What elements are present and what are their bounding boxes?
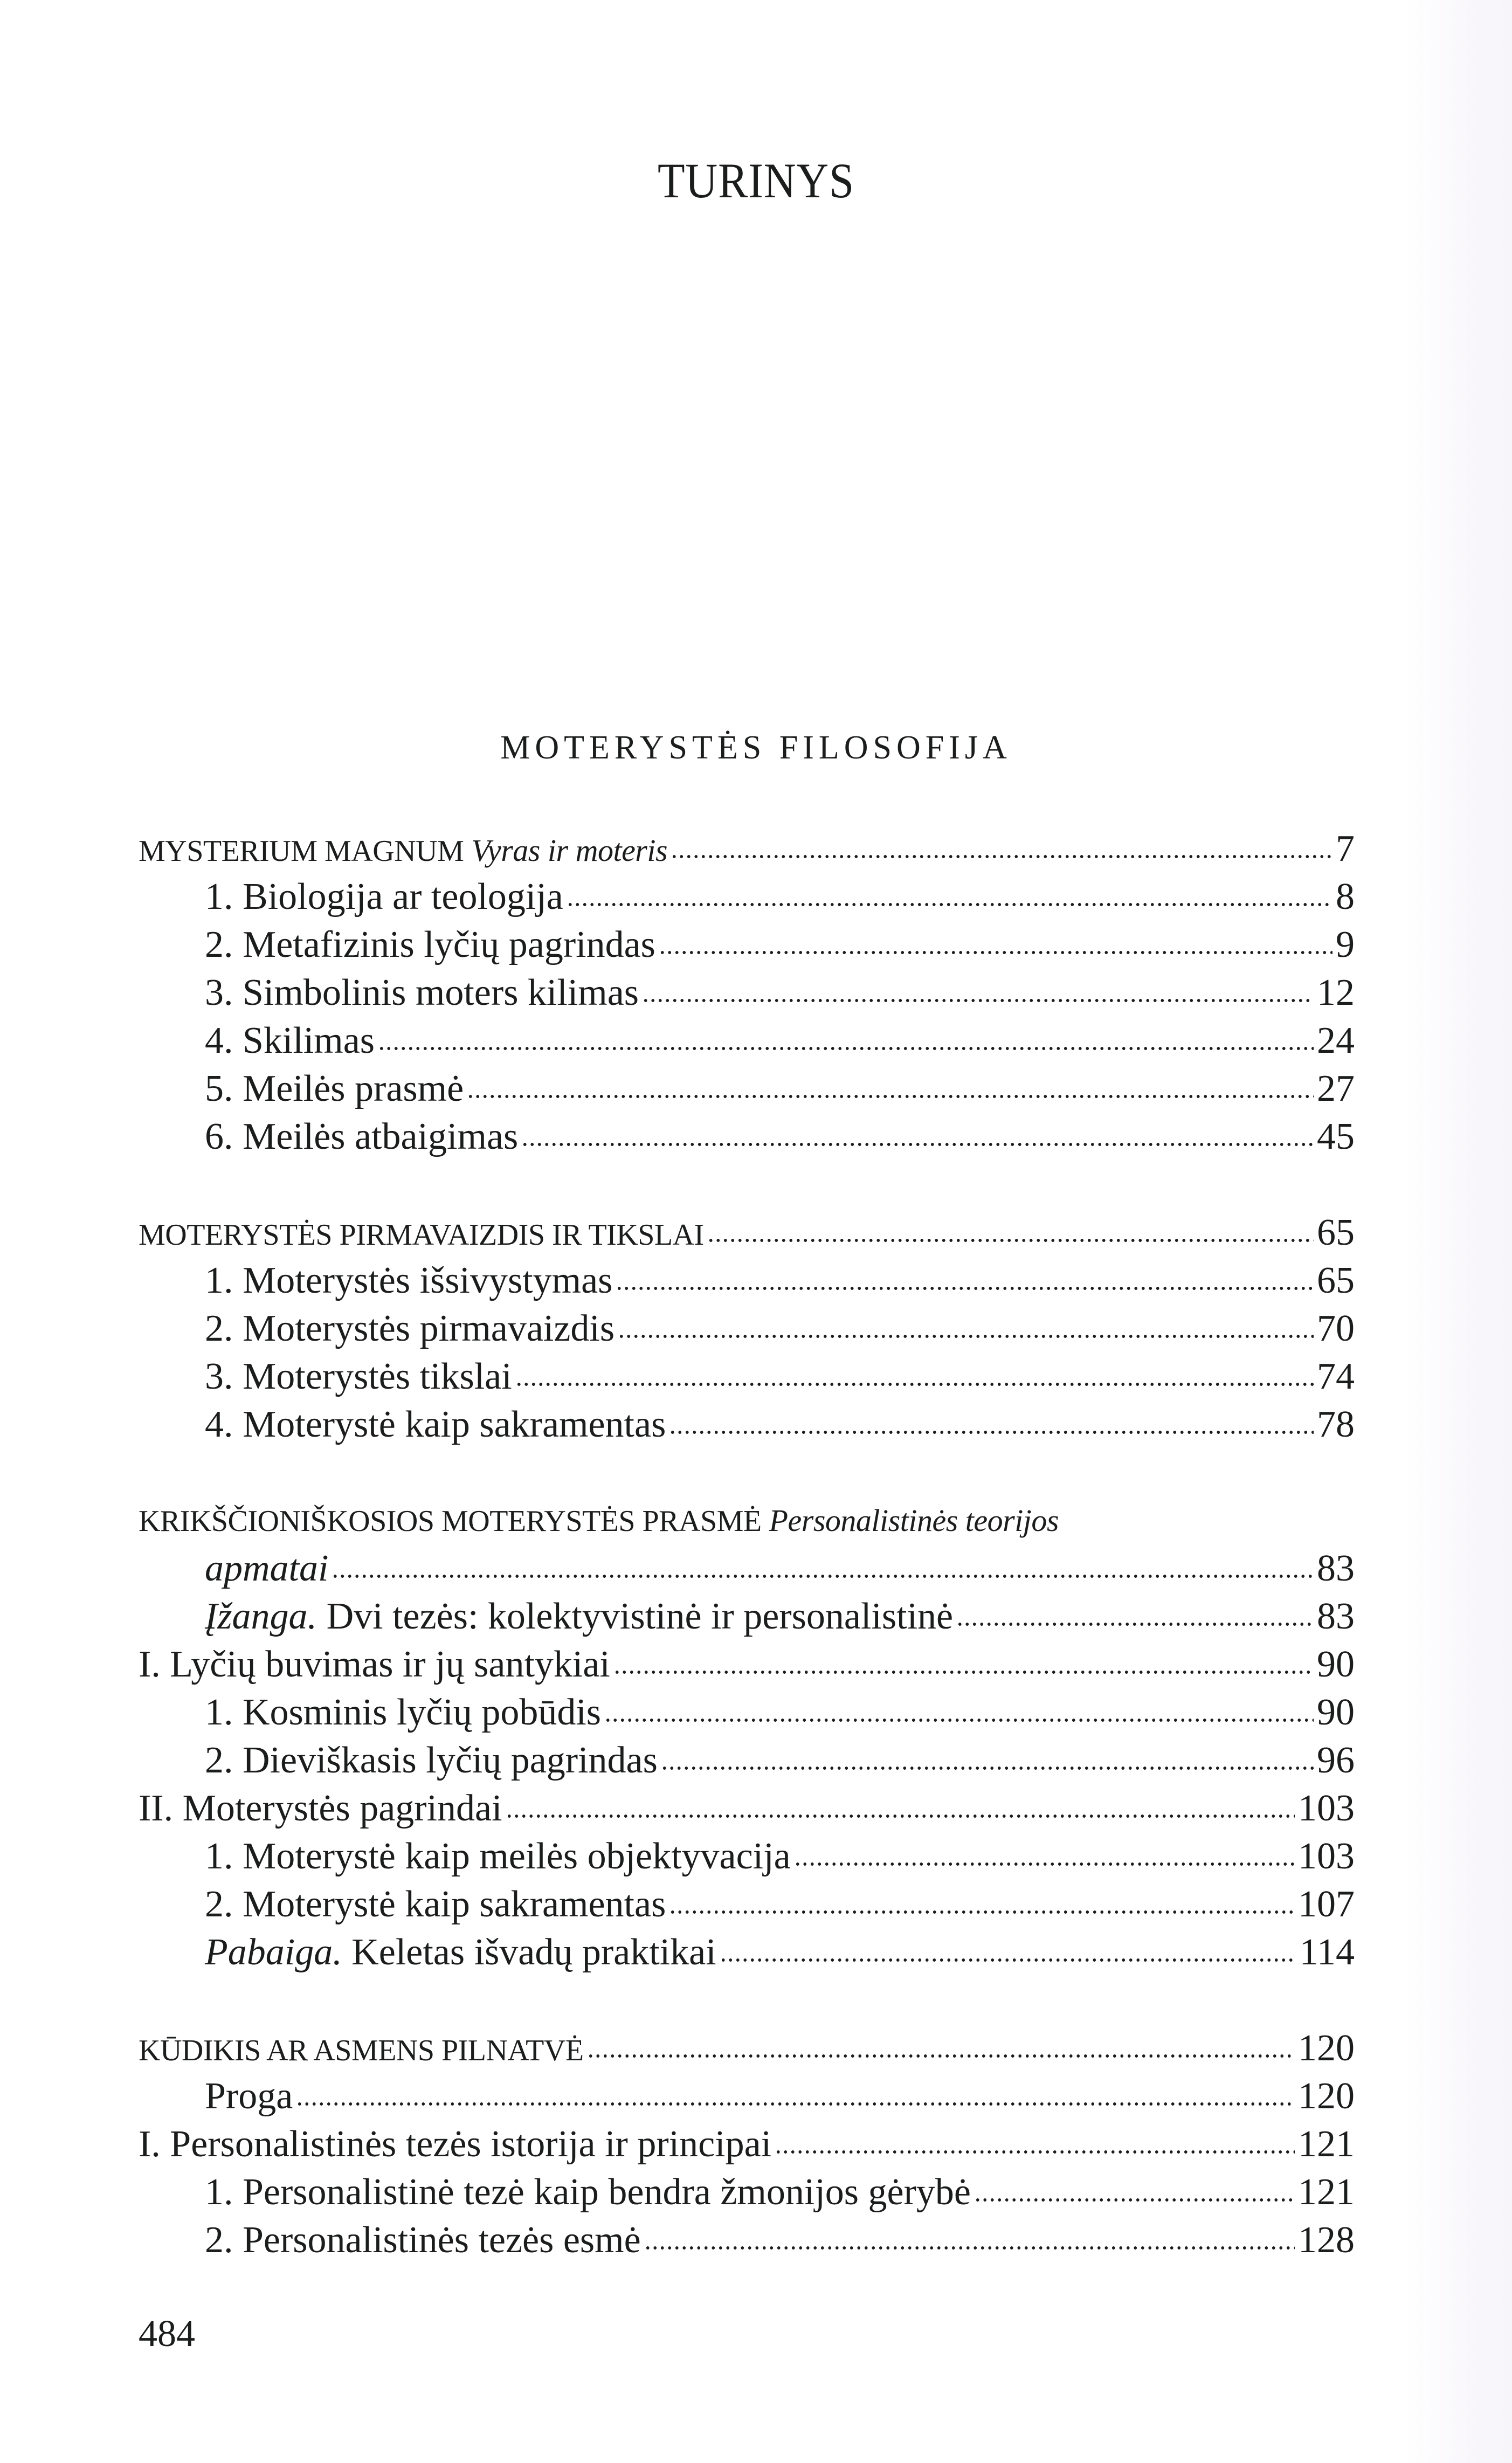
dot-leader	[567, 899, 1333, 910]
toc-page-number: 103	[1298, 1836, 1355, 1877]
dot-leader	[332, 1571, 1314, 1582]
toc-chapter-entry[interactable]	[139, 825, 1355, 873]
toc-page-number: 74	[1317, 1356, 1355, 1397]
toc-page-number: 103	[1298, 1788, 1355, 1829]
toc-entry-label	[139, 1784, 502, 1832]
toc-entry[interactable]	[139, 1544, 1355, 1592]
toc-entry[interactable]	[139, 1113, 1355, 1161]
dot-leader	[521, 1139, 1314, 1150]
dot-leader	[775, 2147, 1295, 2157]
toc-spacer	[139, 1448, 1355, 1496]
dot-leader	[661, 1763, 1314, 1774]
toc-entry-label	[205, 969, 639, 1017]
toc-entry-label	[205, 2216, 641, 2264]
toc-entry[interactable]	[139, 2168, 1355, 2216]
toc-entry-label	[139, 2027, 584, 2075]
toc-entry[interactable]	[139, 1017, 1355, 1065]
section-heading: MOTERYSTĖS FILOSOFIJA	[500, 729, 1012, 766]
toc-page-number: 27	[1317, 1068, 1355, 1109]
toc-page-number: 24	[1317, 1020, 1355, 1061]
toc-entry-label-text: 5. Meilės prasmė	[205, 1068, 464, 1109]
dot-leader	[794, 1859, 1295, 1869]
toc-entry-label	[205, 1592, 953, 1640]
dot-leader	[515, 1379, 1314, 1390]
toc-entry[interactable]	[139, 1832, 1355, 1880]
toc-entry-label	[205, 1688, 601, 1736]
toc-entry-label	[205, 921, 655, 969]
dot-leader	[616, 1283, 1314, 1294]
toc-entry[interactable]	[139, 2216, 1355, 2264]
toc-page-number: 9	[1336, 924, 1355, 965]
toc-entry-label-text: MOTERYSTĖS PIRMAVAIZDIS IR TIKSLAI	[139, 1218, 704, 1252]
dot-leader	[659, 947, 1333, 958]
toc-entry[interactable]	[139, 1880, 1355, 1928]
toc-chapter-entry[interactable]	[139, 2024, 1355, 2072]
dot-leader	[467, 1091, 1314, 1102]
page-title: TURINYS	[657, 153, 855, 208]
toc-entry-label-italic: Pabaiga.	[205, 1931, 342, 1973]
table-of-contents	[139, 825, 1355, 2264]
toc-page-number: 90	[1317, 1644, 1355, 1685]
toc-entry[interactable]	[139, 921, 1355, 969]
dot-leader	[587, 2051, 1295, 2061]
toc-entry-label	[205, 1017, 375, 1065]
toc-entry[interactable]	[139, 1353, 1355, 1400]
toc-page-number: 114	[1299, 1931, 1355, 1973]
toc-page-number: 121	[1298, 2171, 1355, 2213]
toc-entry-label-text: 1. Moterystė kaip meilės objektyvacija	[205, 1836, 791, 1877]
toc-entry-subtitle-italic: Personalistinės teorijos	[761, 1503, 1059, 1538]
toc-entry[interactable]	[139, 873, 1355, 921]
toc-page-number: 70	[1317, 1308, 1355, 1349]
toc-entry-label	[205, 1928, 716, 1976]
dot-leader	[613, 1667, 1314, 1678]
toc-entry-label-text: KŪDIKIS AR ASMENS PILNATVĖ	[139, 2034, 584, 2067]
toc-entry-label-italic: Įžanga.	[205, 1596, 317, 1637]
toc-entry-label-text: Keletas išvadų praktikai	[342, 1931, 716, 1973]
toc-page-number: 12	[1317, 972, 1355, 1013]
toc-entry[interactable]	[139, 2120, 1355, 2168]
toc-entry-label	[205, 1257, 612, 1305]
toc-entry-label-text: 2. Dieviškasis lyčių pagrindas	[205, 1740, 658, 1781]
toc-page-number: 83	[1317, 1548, 1355, 1589]
toc-entry-label-text: 1. Kosminis lyčių pobūdis	[205, 1692, 602, 1733]
toc-entry-label-text: II. Moterystės pagrindai	[139, 1788, 502, 1829]
toc-entry-label-italic: apmatai	[205, 1548, 329, 1589]
toc-entry-label-text: 2. Moterystės pirmavaizdis	[205, 1308, 615, 1349]
toc-page-number: 65	[1317, 1260, 1355, 1301]
dot-leader	[296, 2099, 1295, 2109]
toc-page-number: 7	[1336, 828, 1355, 870]
toc-entry-label-text: 2. Moterystė kaip sakramentas	[205, 1884, 666, 1925]
toc-entry-label-text: Proga	[205, 2075, 293, 2117]
dot-leader	[671, 851, 1333, 862]
toc-entry[interactable]	[139, 2072, 1355, 2120]
toc-entry[interactable]	[139, 1928, 1355, 1976]
toc-chapter-entry[interactable]	[139, 1209, 1355, 1257]
toc-page-number: 65	[1317, 1212, 1355, 1253]
toc-entry-label-text: 6. Meilės atbaigimas	[205, 1116, 519, 1157]
toc-entry-label	[205, 1400, 666, 1448]
toc-entry-label-text: 3. Simbolinis moters kilimas	[205, 972, 639, 1013]
toc-entry-label	[205, 1113, 518, 1161]
toc-entry-label	[205, 1305, 615, 1353]
toc-entry-label	[205, 1065, 464, 1113]
toc-entry-label-text: Dvi tezės: kolektyvistinė ir personalistinė	[317, 1596, 954, 1637]
toc-entry[interactable]	[139, 1400, 1355, 1448]
toc-entry-label	[139, 826, 667, 875]
toc-page-number: 128	[1298, 2219, 1355, 2261]
toc-entry[interactable]	[139, 1784, 1355, 1832]
toc-entry-label-text: 4. Skilimas	[205, 1020, 375, 1061]
toc-spacer	[139, 1161, 1355, 1209]
toc-entry-subtitle-italic: Vyras ir moteris	[464, 833, 668, 868]
page-number: 484	[139, 2313, 195, 2355]
toc-entry-label	[205, 873, 563, 921]
toc-page-number: 120	[1298, 2075, 1355, 2117]
toc-entry[interactable]	[139, 969, 1355, 1017]
toc-entry[interactable]	[139, 1736, 1355, 1784]
toc-entry[interactable]	[139, 1065, 1355, 1113]
toc-entry-label-text: MYSTERIUM MAGNUM	[139, 834, 464, 868]
toc-page-number: 90	[1317, 1692, 1355, 1733]
toc-entry[interactable]	[139, 1257, 1355, 1305]
toc-entry-label	[205, 1736, 658, 1784]
page-edge-shadow	[1404, 0, 1512, 2463]
dot-leader	[604, 1715, 1314, 1726]
dot-leader	[707, 1235, 1314, 1246]
dot-leader	[720, 1955, 1296, 1965]
dot-leader	[974, 2195, 1295, 2205]
toc-entry-label	[205, 2168, 971, 2216]
toc-page-number: 8	[1336, 876, 1355, 917]
toc-page-number: 121	[1298, 2123, 1355, 2165]
dot-leader	[618, 1331, 1314, 1342]
toc-entry-label	[205, 1544, 328, 1592]
toc-entry-label	[139, 1211, 704, 1259]
toc-entry[interactable]	[139, 1305, 1355, 1353]
toc-entry-label-text: 2. Personalistinės tezės esmė	[205, 2219, 641, 2261]
toc-entry-label	[205, 1832, 791, 1880]
toc-page-number: 83	[1317, 1596, 1355, 1637]
toc-entry-label-text: I. Lyčių buvimas ir jų santykiai	[139, 1644, 610, 1685]
toc-page-number: 120	[1298, 2027, 1355, 2069]
toc-entry-label	[139, 1640, 610, 1688]
toc-entry-label-text: 1. Moterystės išsivystymas	[205, 1260, 613, 1301]
toc-entry-label-text: 1. Personalistinė tezė kaip bendra žmonijos gėrybė	[205, 2171, 971, 2213]
toc-page-number: 107	[1298, 1884, 1355, 1925]
toc-entry-label-text: 4. Moterystė kaip sakramentas	[205, 1404, 666, 1445]
dot-leader	[644, 2243, 1295, 2253]
toc-entry-label	[205, 2072, 293, 2120]
dot-leader	[378, 1043, 1314, 1054]
dot-leader	[506, 1811, 1295, 1822]
dot-leader	[669, 1907, 1295, 1917]
toc-entry-label-text: 2. Metafizinis lyčių pagrindas	[205, 924, 655, 965]
toc-spacer	[139, 1976, 1355, 2024]
toc-entry[interactable]	[139, 1640, 1355, 1688]
toc-entry[interactable]	[139, 1688, 1355, 1736]
dot-leader	[642, 995, 1314, 1006]
toc-page-number: 96	[1317, 1740, 1355, 1781]
toc-entry[interactable]	[139, 1592, 1355, 1640]
dot-leader	[956, 1619, 1314, 1630]
toc-entry-label-text: 1. Biologija ar teologija	[205, 876, 563, 917]
toc-entry-label	[205, 1353, 512, 1400]
dot-leader	[669, 1427, 1314, 1438]
toc-entry-label-text: 3. Moterystės tikslai	[205, 1356, 512, 1397]
toc-entry-label	[205, 1880, 666, 1928]
toc-entry-label	[139, 2120, 771, 2168]
toc-entry-label-text: KRIKŠČIONIŠKOSIOS MOTERYSTĖS PRASMĖ	[139, 1505, 762, 1538]
toc-entry-label	[139, 1496, 1059, 1546]
toc-chapter-entry[interactable]	[139, 1496, 1355, 1544]
toc-page-number: 45	[1317, 1116, 1355, 1157]
toc-page-number: 78	[1317, 1404, 1355, 1445]
toc-entry-label-text: I. Personalistinės tezės istorija ir principai	[139, 2123, 772, 2165]
